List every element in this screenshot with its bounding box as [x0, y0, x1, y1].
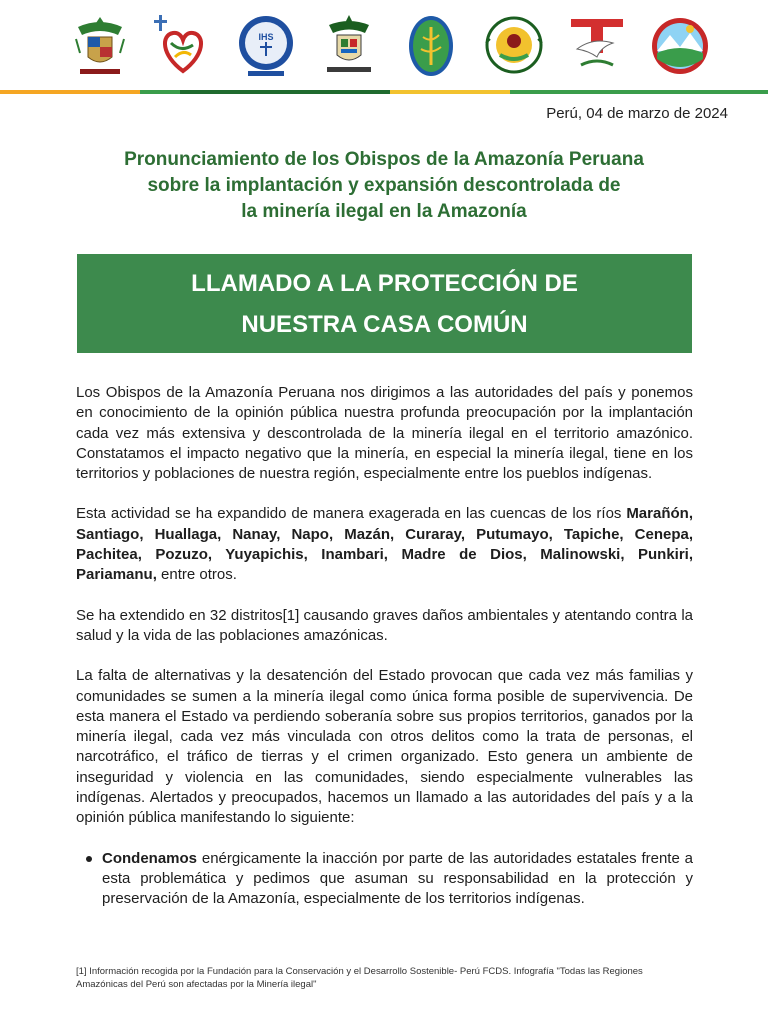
jungle-oval-icon [401, 13, 461, 79]
document-body [76, 383, 693, 910]
rivers-intro-text: Esta actividad se ha expandido de manera exagerada en las cuencas de los ríos [76, 505, 627, 523]
svg-text:IHS: IHS [258, 32, 274, 42]
episcopal-shield-icon [319, 13, 379, 79]
bullet-text: enérgicamente la inacción por parte de las autoridades estatales frente a esta problemática y pedimos que asuman su responsabilidad en la protección y preservación de la Amazonía, especialmente de los territorios indígenas. [102, 849, 693, 908]
rivers-list: Marañón, Santiago, Huallaga, Nanay, Napo, Mazán, Curaray, Putumayo, Tapiche, Cenepa, Pachitea, Pozuzo, Yuyapichis, Inambari, Madre de Dios, Malinowski, Punkiri, Pariamanu, [76, 505, 693, 584]
bullet-dot [86, 856, 92, 862]
document-date: Perú, 04 de marzo de 2024 [546, 105, 728, 122]
statement-list [76, 849, 693, 910]
ihs-seal-icon [236, 13, 296, 79]
title-line-2: sobre la implantación y expansión descontrolada de [147, 175, 621, 196]
title-line-3: la minería ilegal en la Amazonía [241, 201, 527, 222]
episcopal-coat-of-arms-icon [70, 13, 130, 79]
rivers-outro-text: entre otros. [156, 566, 237, 584]
paragraph-districts: Se ha extendido en 32 distritos[1] causando graves daños ambientales y atentando contra la salud y la vida de las poblaciones amazónicas. [76, 606, 693, 644]
banner-line-2: NUESTRA CASA COMÚN [241, 310, 528, 338]
paragraph-intro: Los Obispos de la Amazonía Peruana nos dirigimos a las autoridades del país y ponemos en conocimiento de la opinión pública nuestra profunda preocupación por la implantación cada vez más extensiva y descontrolada de la minería ilegal en el territorio amazónico. Constatamos el impacto negativo que la minería, en especial la minería ilegal, tiene en los territorios y poblaciones de nuestra región, especialmente entre los pueblos indígenas. [76, 384, 693, 483]
landscape-circle-icon [650, 13, 710, 79]
tau-dove-icon [567, 13, 627, 79]
banner-line-1: LLAMADO A LA PROTECCIÓN DE [191, 269, 578, 297]
paragraph-rivers [76, 504, 693, 585]
vicariate-seal-icon [484, 13, 544, 79]
header-color-stripe [0, 90, 768, 94]
footnote: [1] Información recogida por la Fundación para la Conservación y el Desarrollo Sostenible- Perú FCDS. Infografía "Todas las Regiones Amazónicas del Perú son afectadas por la Minería ilegal" [76, 966, 643, 990]
logo-row [70, 10, 710, 82]
headline-banner [77, 254, 692, 353]
heart-cross-icon [153, 13, 213, 79]
paragraph-context: La falta de alternativas y la desatención del Estado provocan que cada vez más familias y comunidades se sumen a la minería ilegal como única forma posible de supervivencia. De esta manera el Estado va perdiendo soberanía sobre sus propios territorios, ganados por la minería ilegal, cada vez más vinculada con otros delitos como la trata de personas, el narcotráfico, el tráfico de tierras y el crimen organizado. Esto genera un ambiente de inseguridad y violencia en las comunidades, siendo especialmente vulnerables las indígenas. Alertados y preocupados, hacemos un llamado a las autoridades del país y a la opinión pública manifestando lo siguiente: [76, 667, 693, 827]
bullet-bold-lead: Condenamos [102, 849, 198, 867]
list-item [76, 849, 693, 910]
title-line-1: Pronunciamiento de los Obispos de la Amazonía Peruana [124, 149, 644, 170]
document-title [60, 147, 708, 225]
